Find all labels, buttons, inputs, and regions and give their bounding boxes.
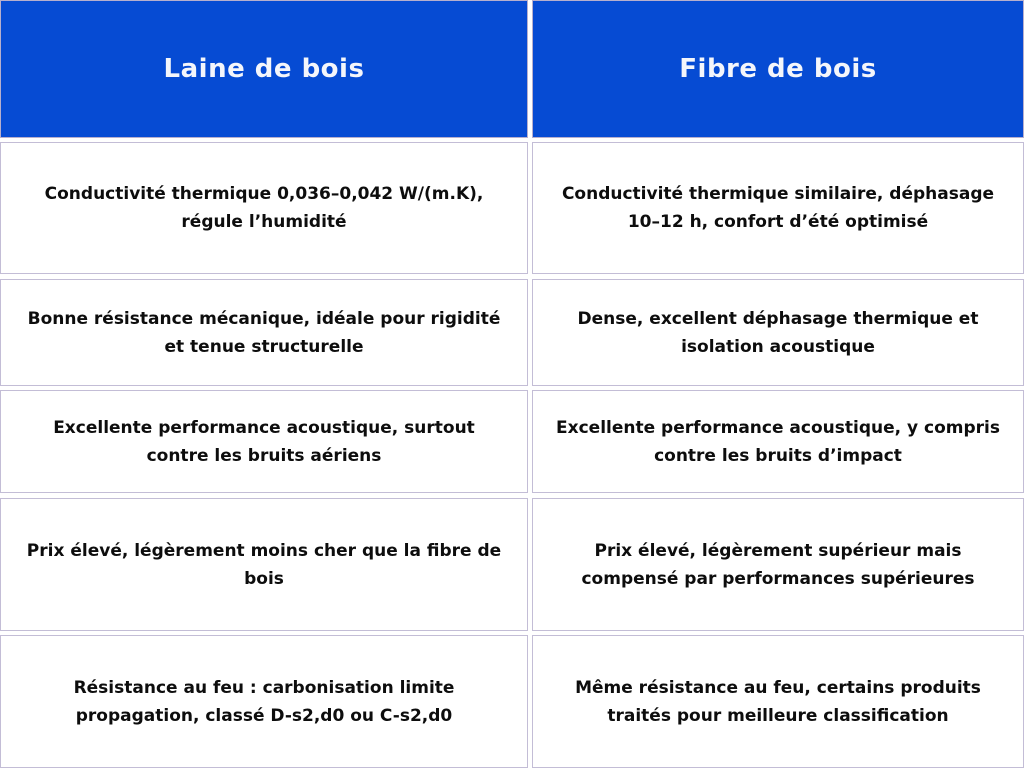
header-laine-de-bois: Laine de bois	[0, 0, 528, 138]
table-cell: Bonne résistance mécanique, idéale pour rigidité et tenue structurelle	[0, 279, 528, 386]
table-cell: Prix élevé, légèrement moins cher que la fibre de bois	[0, 498, 528, 631]
table-cell: Conductivité thermique similaire, déphasage 10–12 h, confort d’été optimisé	[532, 142, 1024, 274]
table-cell: Excellente performance acoustique, y compris contre les bruits d’impact	[532, 390, 1024, 493]
table-cell: Conductivité thermique 0,036–0,042 W/(m.K), régule l’humidité	[0, 142, 528, 274]
header-fibre-de-bois: Fibre de bois	[532, 0, 1024, 138]
table-cell: Même résistance au feu, certains produits traités pour meilleure classification	[532, 635, 1024, 768]
table-cell: Résistance au feu : carbonisation limite propagation, classé D-s2,d0 ou C-s2,d0	[0, 635, 528, 768]
table-cell: Excellente performance acoustique, surtout contre les bruits aériens	[0, 390, 528, 493]
table-cell: Prix élevé, légèrement supérieur mais compensé par performances supérieures	[532, 498, 1024, 631]
table-cell: Dense, excellent déphasage thermique et isolation acoustique	[532, 279, 1024, 386]
